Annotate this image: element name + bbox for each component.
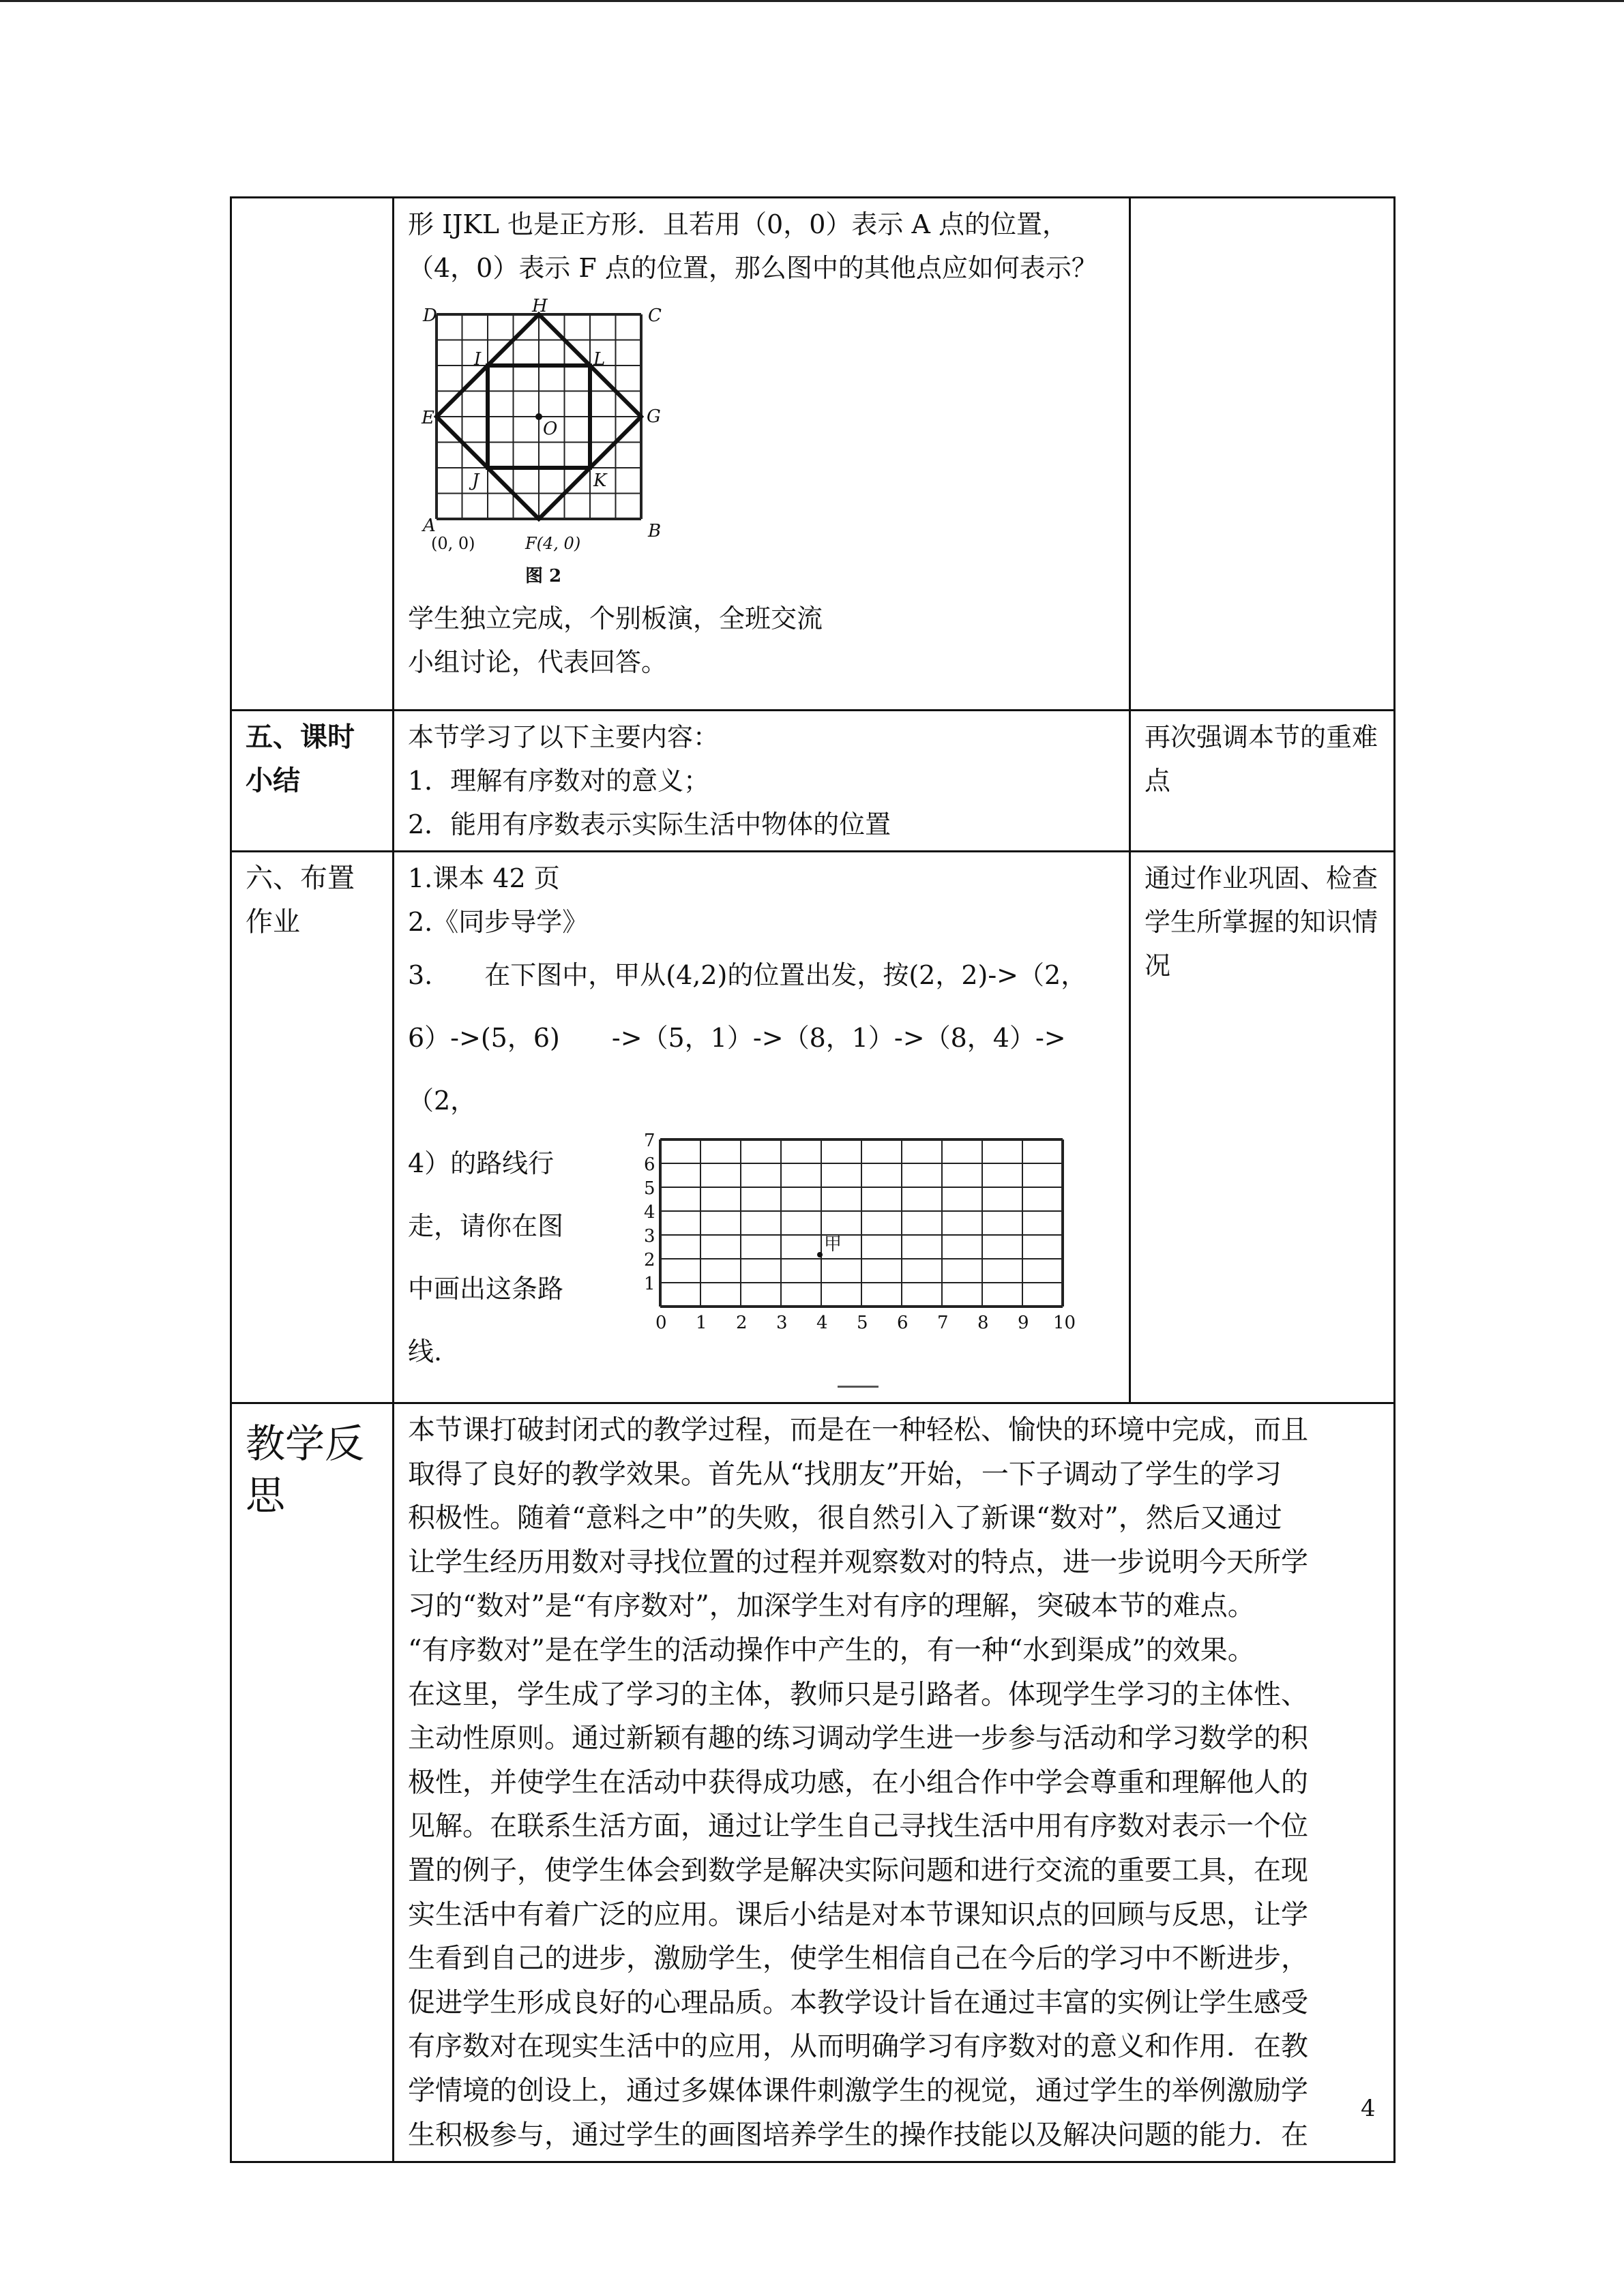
label-D: D	[423, 305, 437, 326]
section4-line1: 学生独立完成，个别板演，全班交流	[408, 603, 823, 633]
x-tick-label: 10	[1053, 1313, 1076, 1333]
section6-note-cell	[1130, 852, 1395, 1403]
figure-caption: 图 2	[525, 566, 562, 586]
x-tick-label: 2	[736, 1313, 748, 1333]
route-grid	[633, 1131, 1097, 1398]
square-figure	[422, 296, 1115, 591]
page-top-border	[0, 0, 1624, 2]
reflection-label: 教学反思	[246, 1420, 365, 1519]
label-E: E	[422, 408, 434, 428]
x-tick-label: 6	[897, 1313, 909, 1333]
section6-left-line: 走，请你在图	[408, 1211, 564, 1241]
section6-item1: 1.课本 42 页	[408, 863, 560, 893]
row-reflection	[231, 1403, 1395, 2162]
reflection-line: 实生活中有着广泛的应用。课后小结是对本节课知识点的回顾与反思，让学	[408, 1898, 1308, 1930]
reflection-line: 生看到自己的进步，激励学生，使学生相信自己在今后的学习中不断进步，	[408, 1943, 1308, 1975]
x-tick-label: 4	[816, 1313, 828, 1333]
section6-left-line: 中画出这条路	[408, 1274, 564, 1304]
row-section4	[231, 198, 1395, 711]
start-marker-label: 甲	[824, 1234, 842, 1255]
section5-item2: 2．能用有序数表示实际生活中物体的位置	[408, 809, 891, 839]
reflection-line: 生积极参与，通过学生的画图培养学生的操作技能以及解决问题的能力．在	[408, 2119, 1308, 2151]
reflection-line: 积极性。随着“意料之中”的失败，很自然引入了新课“数对”，然后又通过	[408, 1502, 1282, 1534]
y-tick-label: 1	[644, 1274, 655, 1294]
label-L: L	[593, 349, 606, 370]
page-number: 4	[1361, 2095, 1376, 2122]
x-tick-label: 0	[655, 1313, 667, 1333]
section6-left-text	[408, 1132, 633, 1383]
reflection-label-cell	[231, 1403, 394, 2162]
section4-note-cell	[1130, 198, 1395, 711]
x-tick-label: 8	[977, 1313, 989, 1333]
reflection-line: “有序数对”是在学生的活动操作中产生的，有一种“水到渠成”的效果。	[408, 1634, 1255, 1666]
reflection-line: 主动性原则。通过新颖有趣的练习调动学生进一步参与活动和学习数学的积	[408, 1723, 1308, 1755]
y-tick-label: 6	[644, 1154, 655, 1175]
row-section6	[231, 852, 1395, 1403]
reflection-line: 促进学生形成良好的心理品质。本教学设计旨在通过丰富的实例让学生感受	[408, 1986, 1308, 2018]
reflection-line: 取得了良好的教学效果。首先从“找朋友”开始，一下子调动了学生的学习	[408, 1458, 1282, 1490]
y-tick-label: 7	[644, 1131, 655, 1151]
reflection-line: 让学生经历用数对寻找位置的过程并观察数对的特点，进一步说明今天所学	[408, 1546, 1308, 1578]
section6-item3-line2: 6）->(5，6) ->（5，1）->（8，1）->（8，4）->（2，	[408, 1023, 1066, 1116]
x-tick-label: 3	[776, 1313, 788, 1333]
x-tick-label: 5	[857, 1313, 868, 1333]
reflection-line: 见解。在联系生活方面，通过让学生自己寻找生活中用有序数对表示一个位	[408, 1810, 1308, 1843]
section4-content-cell	[394, 198, 1130, 711]
section6-label-cell	[231, 852, 394, 1403]
row-section5	[231, 711, 1395, 852]
label-K: K	[593, 471, 607, 491]
section5-intro: 本节学习了以下主要内容：	[408, 722, 720, 752]
reflection-line: 本节课打破封闭式的教学过程，而是在一种轻松、愉快的环境中完成，而且	[408, 1414, 1308, 1446]
section5-note-cell	[1130, 711, 1395, 852]
lesson-plan-table	[230, 196, 1396, 2163]
section6-grid-row	[408, 1132, 1115, 1398]
reflection-line: 学情境的创设上，通过多媒体课件刺激学生的视觉，通过学生的举例激励学	[408, 2074, 1308, 2106]
scan-artifact	[838, 1386, 879, 1388]
section5-label: 五、课时小结	[246, 721, 355, 796]
label-G: G	[647, 406, 661, 427]
label-H: H	[532, 296, 548, 316]
section5-note: 再次强调本节的重难点	[1145, 722, 1378, 796]
label-O: O	[543, 419, 558, 439]
x-tick-label: 1	[696, 1313, 707, 1333]
reflection-line: 置的例子，使学生体会到数学是解决实际问题和进行交流的重要工具，在现	[408, 1854, 1308, 1886]
label-I: I	[474, 349, 482, 370]
section5-content-cell	[394, 711, 1130, 852]
reflection-text	[408, 1408, 1380, 2157]
section6-note: 通过作业巩固、检查学生所掌握的知识情况	[1145, 863, 1378, 981]
section5-item1: 1．理解有序数对的意义；	[408, 766, 710, 796]
start-marker-dot	[817, 1252, 823, 1257]
section6-item3-line1: 3. 在下图中，甲从(4,2)的位置出发，按(2，2)->（2，	[408, 960, 1087, 990]
section6-left-line: 线.	[408, 1337, 443, 1367]
x-tick-label: 7	[937, 1313, 949, 1333]
label-C: C	[648, 305, 662, 326]
coord-F: F(4, 0)	[525, 534, 581, 553]
label-J: J	[472, 471, 479, 491]
section6-item2: 2.《同步导学》	[408, 907, 589, 937]
section4-label-cell	[231, 198, 394, 711]
reflection-line: 在这里，学生成了学习的主体，教师只是引路者。体现学生学习的主体性、	[408, 1678, 1308, 1710]
y-tick-label: 5	[644, 1178, 655, 1199]
section4-line2: 小组讨论，代表回答。	[408, 647, 668, 677]
section6-content-cell	[394, 852, 1130, 1403]
reflection-line: 极性，并使学生在活动中获得成功感，在小组合作中学会尊重和理解他人的	[408, 1766, 1308, 1798]
reflection-line: 习的“数对”是“有序数对”，加深学生对有序的理解，突破本节的难点。	[408, 1590, 1255, 1622]
x-tick-label: 9	[1018, 1313, 1029, 1333]
section6-label: 六、布置作业	[246, 863, 355, 938]
y-tick-label: 4	[644, 1202, 655, 1223]
section6-left-line: 4）的路线行	[408, 1148, 555, 1178]
coord-A: (0, 0)	[431, 534, 475, 553]
square-grid-figure	[422, 296, 709, 588]
label-A: A	[423, 516, 436, 536]
label-B: B	[648, 521, 662, 541]
section5-label-cell	[231, 711, 394, 852]
point-O-dot	[535, 413, 542, 420]
y-tick-label: 3	[644, 1226, 655, 1247]
reflection-content-cell	[394, 1403, 1395, 2162]
reflection-line: 有序数对在现实生活中的应用，从而明确学习有序数对的意义和作用．在教	[408, 2031, 1308, 2063]
y-tick-label: 2	[644, 1250, 655, 1270]
section4-paragraph: 形 IJKL 也是正方形．且若用（0，0）表示 A 点的位置，（4，0）表示 F 点的位置，那么图中的其他点应如何表示？	[408, 209, 1097, 283]
